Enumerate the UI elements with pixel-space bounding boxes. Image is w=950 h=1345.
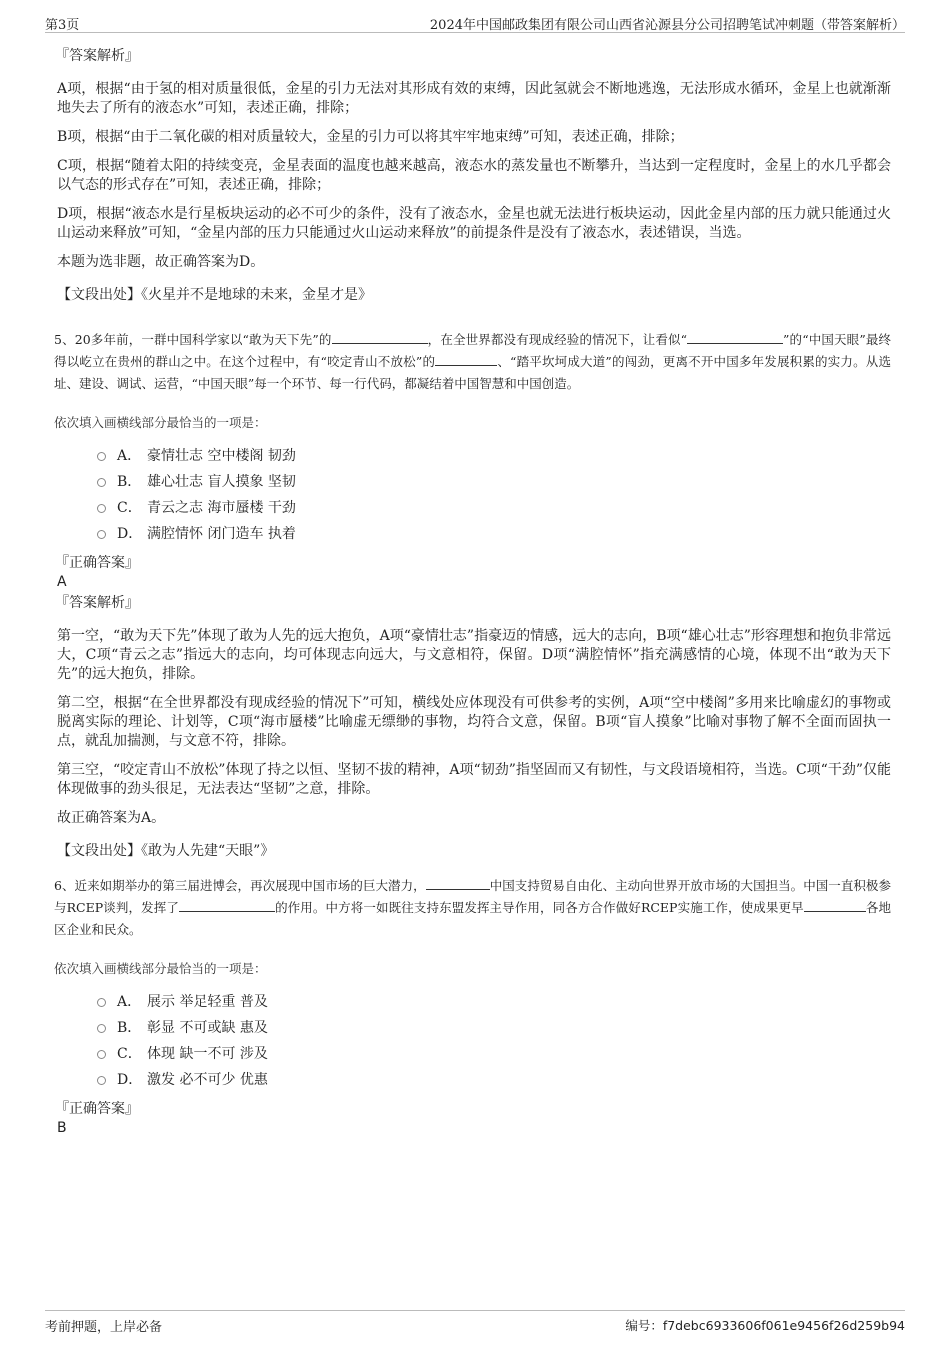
q4-conclusion: 本题为选非题，故正确答案为D。 <box>57 254 265 270</box>
radio-button[interactable] <box>97 1024 106 1033</box>
q6-option-c[interactable]: C． 体现 缺一不可 涉及 <box>97 1041 891 1067</box>
q4-analysis-b: B项，根据“由于二氧化碳的相对质量较大，金星的引力可以将其牢牢地束缚”可知，表述正确，排除； <box>57 129 684 145</box>
q5-analysis-2: 第二空，根据“在全世界都没有现成经验的情况下”可知，横线处应体现没有可供参考的实例，A项“空中楼阁”多用来比喻虚幻的事物或脱离实际的理论、计划等，C项“海市蜃楼”比喻虚无缥缈的事物，均符合文意，保留。B项“盲人摸象”比喻对事物了解不全面而固执一点，就乱加揣测，与文意不符，排除。 <box>57 695 891 749</box>
q6-correct-label: 『正确答案』 <box>55 1101 139 1117</box>
q5-source: 【文段出处】《敢为人先建“天眼”》 <box>57 843 275 859</box>
blank-2 <box>179 899 275 912</box>
blank-3 <box>804 899 866 912</box>
q4-analysis-a: A项，根据“由于氢的相对质量很低，金星的引力无法对其形成有效的束缚，因此氢就会不断地逃逸，无法形成水循环，金星上也就渐渐地失去了所有的液态水”可知，表述正确，排除； <box>57 81 891 116</box>
page-content <box>54 46 892 1137</box>
q5-analysis-label: 『答案解析』 <box>55 595 139 611</box>
q4-source: 【文段出处】《火星并不是地球的未来，金星才是》 <box>57 287 372 303</box>
radio-button[interactable] <box>97 530 106 539</box>
q5-stem: 5、20多年前，一群中国科学家以“敢为天下先”的 ，在全世界都没有现成经验的情况下，让看似“ ”的“中国天眼”最终得以屹立在贵州的群山之中。在这个过程中，有“咬定青山不放松”的 、“踏平坎坷成大道”的闯劲，更离不开中国多年发展积累的实力。从选址、建设、调试、运营，“中国天眼”每一个环节、每一行代码，都凝结着中国智慧和中国创造。 <box>54 332 892 391</box>
q6-instruction: 依次填入画横线部分最恰当的一项是： <box>54 961 267 976</box>
q5-option-d[interactable]: D． 满腔情怀 闭门造车 执着 <box>97 521 891 547</box>
q5-correct-label: 『正确答案』 <box>55 555 139 571</box>
q5-option-b[interactable]: B． 雄心壮志 盲人摸象 坚韧 <box>97 469 891 495</box>
blank-2 <box>687 331 783 344</box>
q5-analysis-3: 第三空，“咬定青山不放松”体现了持之以恒、坚韧不拔的精神，A项“韧劲”指坚固而又有韧性，与文段语境相符，当选。C项“干劲”仅能体现做事的劲头很足，无法表达“坚韧”之意，排除。 <box>57 762 891 797</box>
q6-stem: 6、近来如期举办的第三届进博会，再次展现中国市场的巨大潜力， 中国支持贸易自由化、主动向世界开放市场的大国担当。中国一直积极参与RCEP谈判，发挥了 的作用。中方将一如既往支持东盟发挥主导作用，同各方合作做好RCEP实施工作，使成果更早 各地区企业和民众。 <box>54 878 891 937</box>
radio-button[interactable] <box>97 1076 106 1085</box>
q6-option-a[interactable]: A． 展示 举足轻重 普及 <box>97 989 891 1015</box>
q4-analysis-c: C项，根据“随着太阳的持续变亮，金星表面的温度也越来越高，液态水的蒸发量也不断攀升，当达到一定程度时，金星上的水几乎都会以气态的形式存在”可知，表述正确，排除； <box>57 158 891 193</box>
radio-button[interactable] <box>97 1050 106 1059</box>
page-number: 第3页 <box>45 18 80 33</box>
q6-option-b[interactable]: B． 彰显 不可或缺 惠及 <box>97 1015 891 1041</box>
q5-analysis-1: 第一空，“敢为天下先”体现了敢为人先的远大抱负，A项“豪情壮志”指豪迈的情感，远大的志向，B项“雄心壮志”形容理想和抱负非常远大，C项“青云之志”指远大的志向，均可体现志向远大，与文意相符，保留。D项“满腔情怀”指充满感情的心境，体现不出“敢为天下先”的远大抱负，排除。 <box>57 628 891 682</box>
q5-conclusion: 故正确答案为A。 <box>57 810 166 826</box>
q5-option-c[interactable]: C． 青云之志 海市蜃楼 干劲 <box>97 495 891 521</box>
radio-button[interactable] <box>97 998 106 1007</box>
q5-instruction: 依次填入画横线部分最恰当的一项是： <box>54 415 267 430</box>
document-id: 编号：f7debc6933606f061e9456f26d259b94 <box>625 1318 905 1333</box>
q6-correct-answer: B <box>57 1120 67 1136</box>
q5-options <box>97 443 891 547</box>
page-footer <box>45 1310 905 1335</box>
q5-option-a[interactable]: A． 豪情壮志 空中楼阁 韧劲 <box>97 443 891 469</box>
document-title: 2024年中国邮政集团有限公司山西省沁源县分公司招聘笔试冲刺题（带答案解析） <box>429 18 905 33</box>
q5-correct-answer: A <box>57 574 67 590</box>
q4-analysis-d: D项，根据“液态水是行星板块运动的必不可少的条件，没有了液态水，金星也就无法进行板块运动，因此金星内部的压力就只能通过火山运动来释放”可知，“金星内部的压力只能通过火山运动来释放”的前提条件是没有了液态水，表述错误，当选。 <box>57 206 891 241</box>
radio-button[interactable] <box>97 478 106 487</box>
radio-button[interactable] <box>97 504 106 513</box>
footer-slogan: 考前押题，上岸必备 <box>45 1320 163 1335</box>
blank-3 <box>435 353 497 366</box>
page-header <box>45 10 905 33</box>
blank-1 <box>426 877 490 890</box>
blank-1 <box>332 331 428 344</box>
q6-option-d[interactable]: D． 激发 必不可少 优惠 <box>97 1067 891 1093</box>
q6-options <box>97 989 891 1093</box>
q4-analysis-label: 『答案解析』 <box>55 48 139 64</box>
radio-button[interactable] <box>97 452 106 461</box>
